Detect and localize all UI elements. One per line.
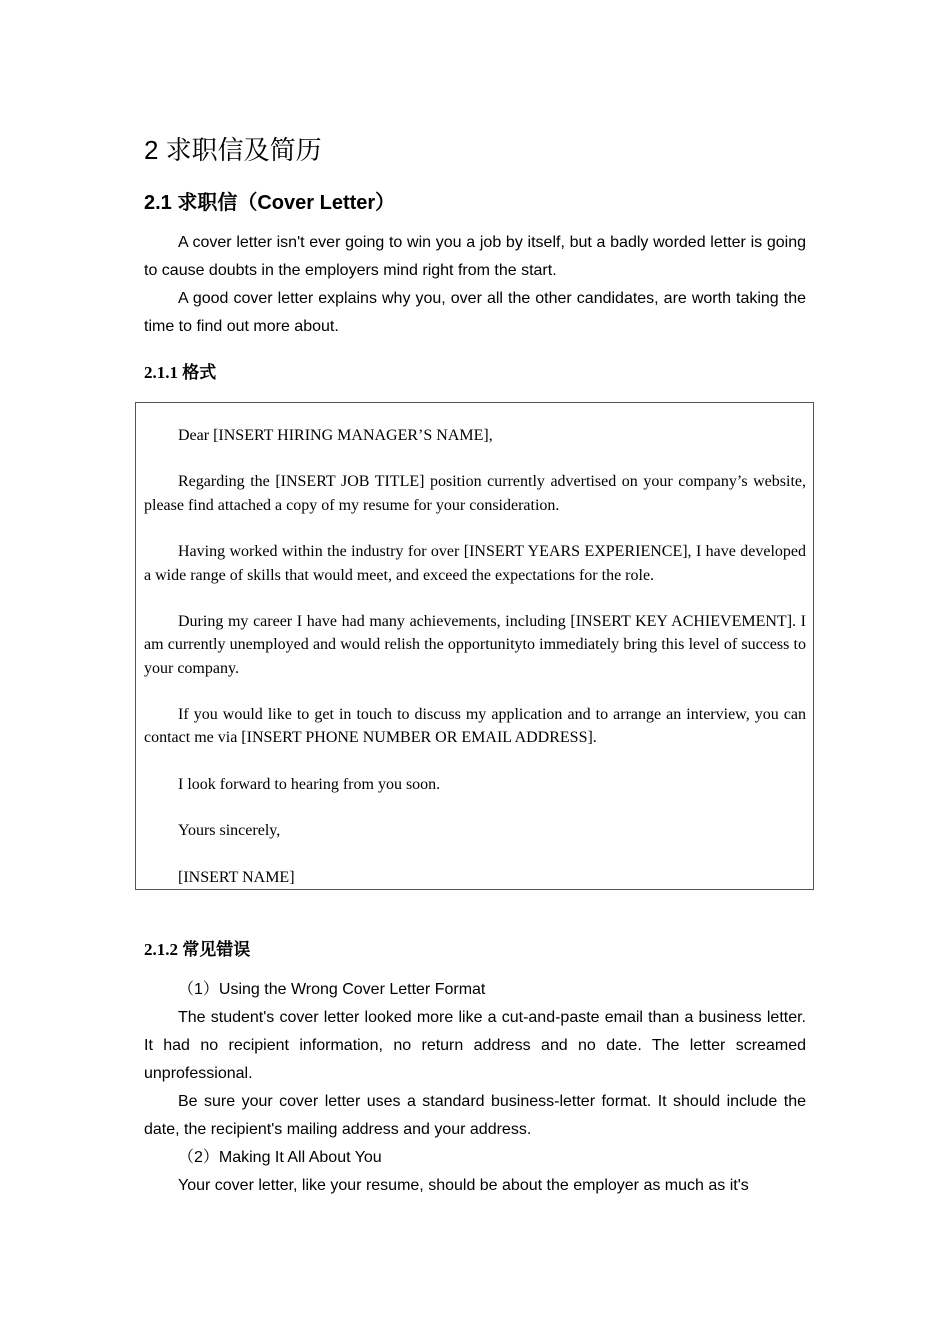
letter-sign-off: Yours sincerely, bbox=[178, 822, 281, 840]
letter-closing: I look forward to hearing from you soon. bbox=[178, 775, 441, 793]
section-title: 2.1 求职信（Cover Letter） bbox=[144, 192, 396, 214]
mistake-paragraph: The student's cover letter looked more like a cut-and-paste email than a business letter. It had no recipient information, no return address and no date. The letter screamed unprofessional. bbox=[144, 1009, 806, 1082]
mistake-paragraph: Be sure your cover letter uses a standard business-letter format. It should include the date, the recipient's mailing address and your address. bbox=[144, 1093, 806, 1138]
letter-greeting: Dear [INSERT HIRING MANAGER’S NAME], bbox=[178, 427, 493, 444]
letter-paragraph: If you would like to get in touch to discuss my application and to arrange an interview, you can contact me via [INSERT PHONE NUMBER OR EMAIL ADDRESS]. bbox=[144, 706, 806, 747]
subsection-mistakes-title: 2.1.2 常见错误 bbox=[144, 940, 251, 959]
letter-paragraph: Regarding the [INSERT JOB TITLE] position currently advertised on your company’s website, please find attached a copy of my resume for your consideration. bbox=[144, 473, 806, 514]
cover-letter-template-box bbox=[135, 402, 814, 890]
letter-name-placeholder: [INSERT NAME] bbox=[178, 868, 295, 886]
intro-paragraph: A cover letter isn't ever going to win you a job by itself, but a badly worded letter is going to cause doubts in the employers mind right from the start. bbox=[144, 234, 806, 279]
subsection-format-title: 2.1.1 格式 bbox=[144, 363, 217, 382]
mistake-paragraph: Your cover letter, like your resume, should be about the employer as much as it's bbox=[178, 1177, 749, 1194]
letter-paragraph: Having worked within the industry for over [INSERT YEARS EXPERIENCE], I have developed a wide range of skills that would meet, and exceed the expectations for the role. bbox=[144, 543, 806, 584]
mistake-heading: （1）Using the Wrong Cover Letter Format bbox=[178, 981, 486, 998]
intro-paragraph: A good cover letter explains why you, over all the other candidates, are worth taking the time to find out more about. bbox=[144, 290, 806, 335]
cover-letter-body bbox=[144, 424, 806, 889]
chapter-title: 2 求职信及简历 bbox=[144, 135, 322, 165]
mistakes-text bbox=[144, 976, 806, 1200]
letter-paragraph: During my career I have had many achievements, including [INSERT KEY ACHIEVEMENT]. I am currently unemployed and would relish the opportunityto immediately bring this level of success to your company. bbox=[144, 613, 806, 677]
intro-text bbox=[144, 229, 806, 341]
mistake-heading: （2）Making It All About You bbox=[178, 1149, 382, 1166]
